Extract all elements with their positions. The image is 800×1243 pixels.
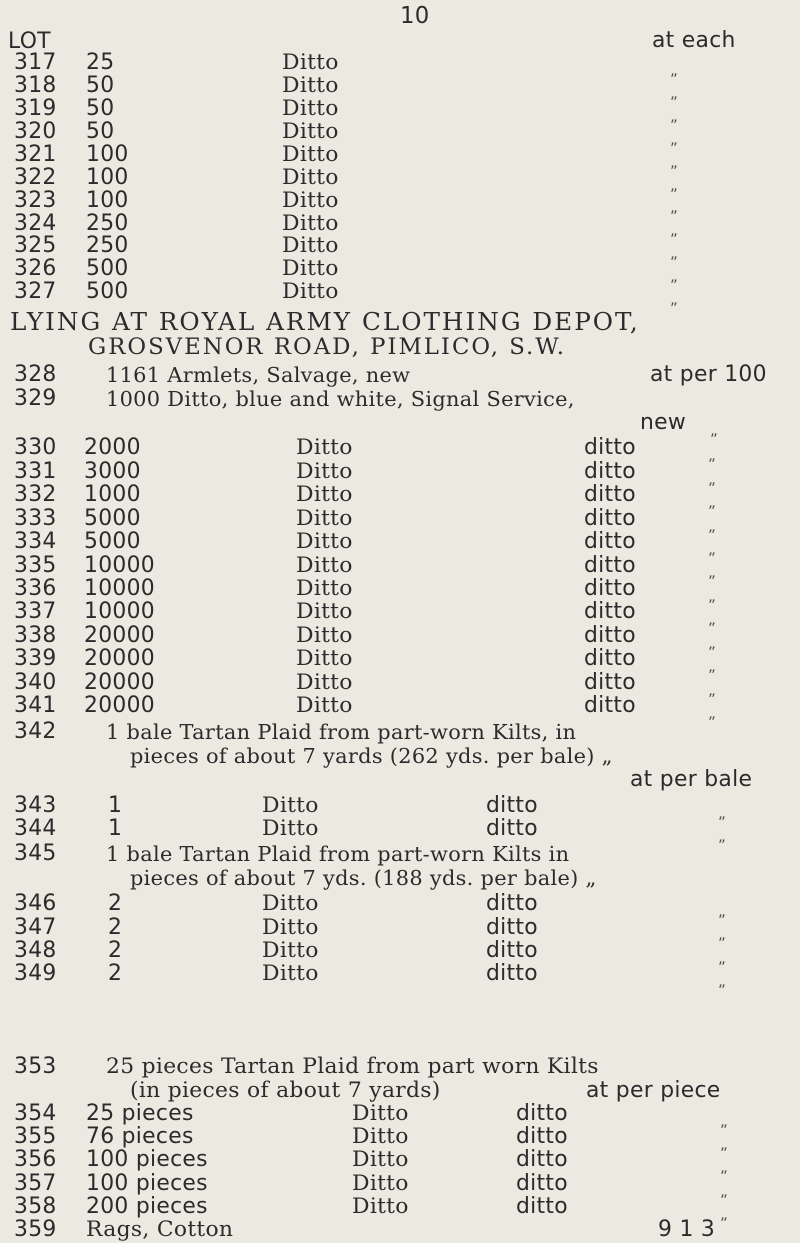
lot-condition: ditto — [486, 914, 538, 940]
lot-description-continued: new — [640, 410, 687, 436]
lot-description: Ditto — [282, 164, 339, 190]
ditto-mark: „ — [708, 539, 717, 558]
lot-quantity: 10000 — [84, 575, 155, 601]
ditto-mark: „ — [708, 633, 717, 652]
lot-quantity: 20000 — [84, 646, 155, 672]
lot-number: 329 — [14, 386, 57, 412]
lot-description: Ditto — [296, 599, 353, 625]
lot-condition: ditto — [584, 458, 636, 484]
ditto-mark: „ — [670, 152, 679, 171]
lot-quantity: 500 — [86, 279, 129, 305]
lot-condition: ditto — [584, 529, 636, 555]
ditto-mark: „ — [670, 60, 679, 79]
lot-quantity: 2 — [108, 937, 123, 963]
lot-description: 25 pieces Tartan Plaid from part worn Kilts — [106, 1054, 599, 1080]
lot-number: 327 — [14, 279, 57, 305]
lot-condition: ditto — [516, 1100, 568, 1126]
lot-column-header: LOT — [8, 29, 51, 55]
ditto-mark: „ — [670, 129, 679, 148]
lot-quantity: 250 — [86, 210, 129, 236]
lot-number: 345 — [14, 841, 57, 867]
lot-quantity: 1 — [108, 816, 123, 842]
ditto-mark: „ — [718, 902, 727, 921]
lot-quantity: 100 pieces — [86, 1147, 208, 1173]
lot-description: Ditto — [282, 279, 339, 305]
lot-condition: ditto — [486, 937, 538, 963]
lot-number: 349 — [14, 961, 57, 987]
lot-quantity: 2 — [108, 914, 123, 940]
lot-condition: ditto — [584, 482, 636, 508]
ditto-mark: „ — [720, 1181, 729, 1200]
lot-number: 323 — [14, 187, 57, 213]
lot-quantity: 10000 — [84, 552, 155, 578]
ditto-mark: „ — [720, 1135, 729, 1154]
lot-number: 317 — [14, 49, 57, 75]
lot-number: 321 — [14, 141, 57, 167]
ditto-mark: „ — [670, 221, 679, 240]
lot-quantity: 250 — [86, 233, 129, 259]
lot-number: 342 — [14, 718, 57, 744]
lot-description: 1 bale Tartan Plaid from part-worn Kilts, in — [106, 719, 577, 744]
lot-number: 356 — [14, 1147, 57, 1173]
ditto-mark: „ — [718, 827, 727, 846]
lot-number: 341 — [14, 693, 57, 719]
lot-number: 347 — [14, 914, 57, 940]
lot-number: 353 — [14, 1054, 57, 1080]
lot-description: Ditto — [296, 529, 353, 555]
lot-number: 357 — [14, 1170, 57, 1196]
lot-description-continued: (in pieces of about 7 yards) — [130, 1077, 441, 1103]
lot-description: Ditto — [262, 914, 319, 940]
lot-number: 340 — [14, 669, 57, 695]
lot-description: Ditto — [296, 482, 353, 508]
lot-description: Rags, Cotton — [86, 1217, 234, 1243]
lot-description: Ditto — [262, 937, 319, 963]
lot-condition: ditto — [584, 669, 636, 695]
ditto-mark: „ — [708, 446, 717, 465]
lot-description: 1161 Armlets, Salvage, new — [106, 363, 411, 388]
ditto-mark: „ — [670, 290, 679, 309]
page-number: 10 — [400, 3, 430, 30]
lot-quantity: 10000 — [84, 599, 155, 625]
ditto-mark: „ — [720, 1111, 729, 1130]
ditto-mark: „ — [708, 469, 717, 488]
lot-price: at per bale — [630, 767, 753, 793]
ditto-mark: „ — [720, 1158, 729, 1177]
lot-number: 336 — [14, 575, 57, 601]
lot-description: 1 bale Tartan Plaid from part-worn Kilts in — [106, 842, 570, 867]
ditto-mark: „ — [708, 657, 717, 676]
lot-description: Ditto — [296, 505, 353, 531]
lot-quantity: 25 — [86, 49, 115, 75]
lot-description: Ditto — [282, 118, 339, 144]
lot-description-continued: pieces of about 7 yards (262 yds. per bale) „ — [130, 744, 613, 769]
lot-quantity: 1 — [108, 793, 123, 819]
lot-number: 320 — [14, 118, 57, 144]
lot-quantity: 20000 — [84, 669, 155, 695]
lot-quantity: 2000 — [84, 435, 141, 461]
lot-number: 319 — [14, 95, 57, 121]
lot-quantity: 25 pieces — [86, 1100, 194, 1126]
lot-number: 337 — [14, 599, 57, 625]
lot-condition: ditto — [584, 552, 636, 578]
lot-quantity: 76 pieces — [86, 1124, 194, 1150]
lot-quantity: 200 pieces — [86, 1193, 208, 1219]
lot-condition: ditto — [584, 505, 636, 531]
lot-condition: ditto — [584, 622, 636, 648]
lot-condition: ditto — [486, 793, 538, 819]
lot-description: Ditto — [262, 891, 319, 917]
ditto-mark: „ — [708, 680, 717, 699]
lot-price: 9 1 3 — [658, 1217, 716, 1243]
lot-quantity: 5000 — [84, 529, 141, 555]
lot-description-continued: pieces of about 7 yds. (188 yds. per bale) „ — [130, 866, 597, 891]
lot-condition: ditto — [486, 891, 538, 917]
price-column-header: at each — [652, 27, 736, 53]
lot-number: 346 — [14, 891, 57, 917]
lot-quantity: 3000 — [84, 458, 141, 484]
lot-description: Ditto — [262, 961, 319, 987]
lot-condition: ditto — [486, 816, 538, 842]
lot-description: Ditto — [282, 72, 339, 98]
ditto-mark: „ — [670, 83, 679, 102]
lot-description: Ditto — [352, 1170, 409, 1196]
lot-number: 335 — [14, 552, 57, 578]
lot-number: 332 — [14, 482, 57, 508]
lot-description: Ditto — [296, 575, 353, 601]
lot-quantity: 2 — [108, 961, 123, 987]
lot-description: 1000 Ditto, blue and white, Signal Service, — [106, 387, 575, 412]
lot-description: Ditto — [262, 793, 319, 819]
section-heading: LYING AT ROYAL ARMY CLOTHING DEPOT, — [10, 306, 640, 336]
ditto-mark: „ — [708, 610, 717, 629]
lot-quantity: 100 — [86, 164, 129, 190]
lot-quantity: 500 — [86, 256, 129, 282]
lot-quantity: 1000 — [84, 482, 141, 508]
lot-description: Ditto — [352, 1124, 409, 1150]
lot-number: 331 — [14, 458, 57, 484]
lot-description: Ditto — [296, 646, 353, 672]
lot-description: Ditto — [296, 552, 353, 578]
lot-description: Ditto — [282, 141, 339, 167]
lot-condition: ditto — [516, 1170, 568, 1196]
lot-description: Ditto — [352, 1100, 409, 1126]
lot-description: Ditto — [352, 1147, 409, 1173]
lot-number: 325 — [14, 233, 57, 259]
lot-description: Ditto — [282, 256, 339, 282]
lot-number: 344 — [14, 816, 57, 842]
lot-number: 339 — [14, 646, 57, 672]
lot-condition: ditto — [486, 961, 538, 987]
ditto-mark: „ — [710, 421, 719, 440]
lot-price: at per piece — [586, 1077, 721, 1103]
ditto-mark: „ — [718, 803, 727, 822]
lot-condition: ditto — [584, 599, 636, 625]
lot-description: Ditto — [296, 693, 353, 719]
ditto-mark: „ — [670, 244, 679, 263]
lot-number: 359 — [14, 1217, 57, 1243]
lot-quantity: 2 — [108, 891, 123, 917]
ditto-mark: „ — [670, 106, 679, 125]
lot-quantity: 50 — [86, 95, 115, 121]
lot-number: 330 — [14, 435, 57, 461]
lot-number: 354 — [14, 1100, 57, 1126]
ditto-mark: „ — [718, 948, 727, 967]
lot-description: Ditto — [282, 95, 339, 121]
lot-number: 358 — [14, 1193, 57, 1219]
section-address: GROSVENOR ROAD, PIMLICO, S.W. — [88, 334, 566, 361]
lot-description: Ditto — [282, 210, 339, 236]
lot-quantity: 5000 — [84, 505, 141, 531]
lot-condition: ditto — [584, 693, 636, 719]
lot-number: 318 — [14, 72, 57, 98]
ditto-mark: „ — [708, 704, 717, 723]
ditto-mark: „ — [670, 175, 679, 194]
lot-description: Ditto — [296, 435, 353, 461]
ditto-mark: „ — [718, 972, 727, 991]
lot-description: Ditto — [296, 458, 353, 484]
ditto-mark: „ — [670, 267, 679, 286]
lot-description: Ditto — [282, 49, 339, 75]
lot-quantity: 20000 — [84, 622, 155, 648]
lot-quantity: 100 — [86, 141, 129, 167]
lot-quantity: 20000 — [84, 693, 155, 719]
lot-number: 328 — [14, 362, 57, 388]
lot-quantity: 100 — [86, 187, 129, 213]
lot-condition: ditto — [584, 646, 636, 672]
lot-condition: ditto — [584, 575, 636, 601]
ditto-mark: „ — [708, 493, 717, 512]
lot-description: Ditto — [282, 233, 339, 259]
ditto-mark: „ — [718, 925, 727, 944]
lot-description: Ditto — [352, 1193, 409, 1219]
ditto-mark: „ — [670, 198, 679, 217]
lot-condition: ditto — [516, 1124, 568, 1150]
lot-condition: ditto — [584, 435, 636, 461]
ditto-mark: „ — [708, 563, 717, 582]
lot-description: Ditto — [282, 187, 339, 213]
lot-quantity: 50 — [86, 72, 115, 98]
lot-number: 326 — [14, 256, 57, 282]
lot-number: 324 — [14, 210, 57, 236]
lot-price: at per 100 — [650, 362, 767, 388]
ditto-mark: „ — [720, 1204, 729, 1223]
lot-number: 322 — [14, 164, 57, 190]
lot-condition: ditto — [516, 1147, 568, 1173]
lot-quantity: 100 pieces — [86, 1170, 208, 1196]
lot-number: 333 — [14, 505, 57, 531]
lot-description: Ditto — [296, 669, 353, 695]
ditto-mark: „ — [708, 516, 717, 535]
lot-number: 355 — [14, 1124, 57, 1150]
ditto-mark: „ — [708, 586, 717, 605]
lot-description: Ditto — [296, 622, 353, 648]
lot-number: 334 — [14, 529, 57, 555]
lot-condition: ditto — [516, 1193, 568, 1219]
lot-number: 343 — [14, 793, 57, 819]
lot-description: Ditto — [262, 816, 319, 842]
lot-number: 338 — [14, 622, 57, 648]
lot-quantity: 50 — [86, 118, 115, 144]
lot-number: 348 — [14, 937, 57, 963]
